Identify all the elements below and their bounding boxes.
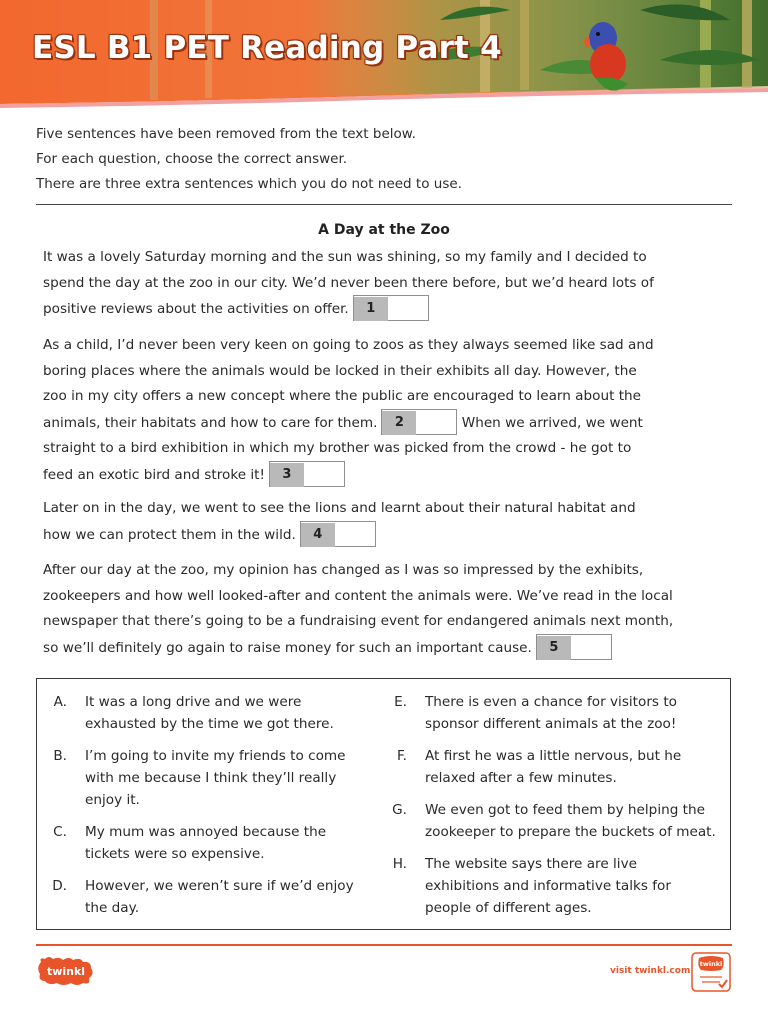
option-letter: D.: [52, 878, 67, 894]
story-paragraph-3: [43, 496, 733, 548]
story-title: A Day at the Zoo: [318, 222, 450, 238]
option-text: exhausted by the time we got there.: [85, 716, 334, 732]
instruction-line: There are three extra sentences which you do not need to use.: [36, 176, 462, 192]
divider: [36, 204, 732, 205]
gap-number: 1: [354, 297, 388, 321]
option-letter: B.: [53, 748, 67, 764]
story-line: animals, their habitats and how to care for them.: [43, 414, 378, 431]
option-text: I’m going to invite my friends to come: [85, 748, 346, 764]
story-line: spend the day at the zoo in our city. We’d never been there before, but we’d heard lots of: [43, 274, 654, 291]
story-paragraph-1: [43, 245, 733, 323]
story-paragraph-2: [43, 333, 733, 488]
option-text: exhibitions and informative talks for: [425, 878, 671, 894]
option-text: However, we weren’t sure if we’d enjoy: [85, 878, 354, 894]
page-title: ESL B1 PET Reading Part 4: [32, 30, 502, 66]
visit-link[interactable]: visit twinkl.com: [610, 966, 691, 976]
option-text: At first he was a little nervous, but he: [425, 748, 682, 764]
story-line: newspaper that there’s going to be a fundraising event for endangered animals next month,: [43, 613, 674, 629]
option-text: enjoy it.: [85, 792, 140, 808]
option-text: people of different ages.: [425, 900, 592, 916]
option-text: There is even a chance for visitors to: [425, 694, 677, 710]
story-line: It was a lovely Saturday morning and the sun was shining, so my family and I decided to: [43, 249, 647, 265]
option-text: It was a long drive and we were: [85, 694, 302, 710]
story-line: boring places where the animals would be locked in their exhibits all day. However, the: [43, 362, 637, 379]
answer-options-box: [36, 678, 731, 930]
story-line: zookeepers and how well looked-after and content the animals were. We’ve read in the local: [43, 587, 673, 604]
quality-badge-icon: [691, 952, 731, 992]
story-line: positive reviews about the activities on offer.: [43, 301, 349, 317]
option-text: with me because I think they’ll really: [85, 770, 337, 786]
story-line: Later on in the day, we went to see the lions and learnt about their natural habitat and: [43, 500, 636, 516]
story-line: zoo in my city offers a new concept where the public are encouraged to learn about the: [43, 388, 642, 404]
option-text: sponsor different animals at the zoo!: [425, 716, 677, 732]
option-text: tickets were so expensive.: [85, 846, 265, 862]
story-line: When we arrived, we went: [461, 414, 643, 431]
story-paragraph-4: [43, 558, 733, 661]
option-letter: F.: [397, 748, 407, 764]
answer-gap-1[interactable]: [353, 295, 429, 321]
logo-text: twinkl: [46, 965, 86, 978]
header-banner: [0, 0, 768, 110]
answer-gap-3[interactable]: [269, 461, 345, 487]
story-line: feed an exotic bird and stroke it!: [43, 466, 265, 483]
instructions: [36, 122, 736, 197]
story-line: so we’ll definitely go again to raise money for such an important cause.: [43, 639, 532, 656]
option-letter: H.: [392, 856, 407, 872]
answer-gap-2[interactable]: [381, 409, 457, 435]
twinkl-logo-icon: [37, 956, 97, 986]
gap-number: 2: [382, 411, 416, 435]
story-line: After our day at the zoo, my opinion has changed as I was so impressed by the exhibits,: [43, 562, 644, 578]
story-line: As a child, I’d never been very keen on going to zoos as they always seemed like sad and: [43, 337, 654, 353]
story-line: how we can protect them in the wild.: [43, 526, 296, 543]
badge-text: twinkl: [699, 960, 723, 968]
gap-number: 3: [270, 463, 304, 487]
option-letter: E.: [394, 694, 407, 710]
option-letter: C.: [53, 824, 67, 840]
option-text: My mum was annoyed because the: [85, 824, 327, 840]
option-text: the day.: [85, 900, 140, 916]
option-letter: G.: [392, 802, 407, 818]
option-text: relaxed after a few minutes.: [425, 770, 617, 786]
footer-divider: [36, 944, 732, 946]
gap-number: 4: [301, 523, 335, 547]
option-letter: A.: [53, 694, 67, 710]
instruction-line: Five sentences have been removed from the text below.: [36, 126, 416, 142]
instruction-line: For each question, choose the correct answer.: [36, 151, 348, 167]
answer-gap-5[interactable]: [536, 634, 612, 660]
option-text: We even got to feed them by helping the: [425, 802, 705, 818]
gap-number: 5: [537, 636, 571, 660]
option-text: zookeeper to prepare the buckets of meat.: [425, 824, 716, 840]
option-text: The website says there are live: [425, 856, 637, 872]
answer-gap-4[interactable]: [300, 521, 376, 547]
story-line: straight to a bird exhibition in which my brother was picked from the crowd - he got to: [43, 440, 632, 456]
